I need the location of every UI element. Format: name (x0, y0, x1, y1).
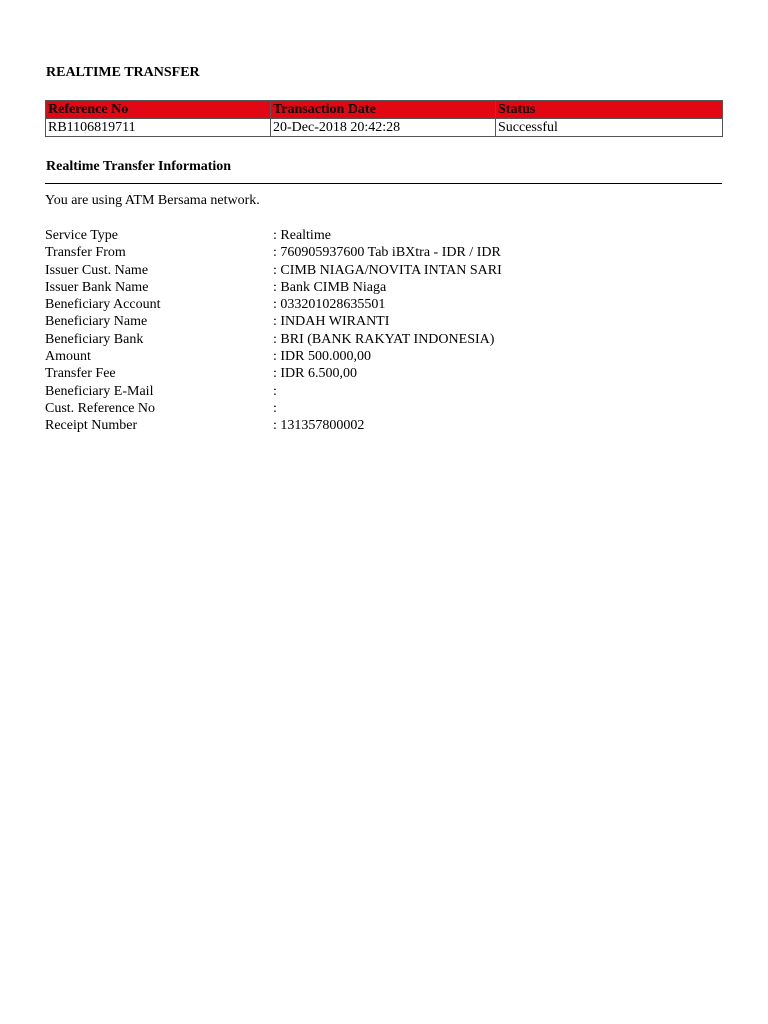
detail-row-beneficiary-email (45, 383, 502, 400)
detail-value: : Realtime (273, 228, 331, 243)
detail-value: : (273, 400, 277, 416)
detail-value: : BRI (BANK RAKYAT INDONESIA) (273, 331, 495, 347)
detail-value: : 760905937600 Tab iBXtra - IDR / IDR (273, 245, 501, 261)
detail-label: Beneficiary Name (45, 314, 148, 330)
detail-label: Amount (45, 349, 91, 365)
detail-label: Beneficiary Bank (45, 331, 144, 347)
detail-row-issuer-bank-name (45, 279, 502, 296)
detail-row-transfer-fee (45, 365, 502, 382)
detail-label: Transfer From (45, 245, 126, 261)
detail-row-beneficiary-bank (45, 331, 502, 348)
detail-value: : IDR 500.000,00 (273, 349, 371, 365)
status-cell: Successful (496, 119, 723, 137)
detail-label: Beneficiary Account (45, 297, 161, 313)
detail-value: : IDR 6.500,00 (273, 366, 357, 382)
detail-value: : Bank CIMB Niaga (273, 279, 387, 295)
detail-row-transfer-from (45, 244, 502, 261)
section-title: Realtime Transfer Information (46, 159, 232, 174)
transaction-summary-table (45, 100, 723, 137)
transfer-details-list (45, 227, 502, 435)
detail-label: Transfer Fee (45, 366, 116, 382)
detail-row-service-type (45, 227, 502, 244)
detail-label: Service Type (45, 228, 119, 243)
detail-row-cust-reference-no (45, 400, 502, 417)
table-header-row (46, 101, 723, 119)
detail-label: Receipt Number (45, 418, 138, 434)
column-header-status: Status (496, 101, 723, 119)
detail-value: : 033201028635501 (273, 297, 386, 313)
detail-label: Issuer Cust. Name (45, 262, 149, 278)
detail-label: Issuer Bank Name (45, 279, 149, 295)
detail-row-issuer-cust-name (45, 262, 502, 279)
detail-row-amount (45, 348, 502, 365)
reference-no-cell: RB1106819711 (46, 119, 271, 137)
transaction-date-cell: 20-Dec-2018 20:42:28 (271, 119, 496, 137)
table-row (46, 119, 723, 137)
detail-value: : 131357800002 (273, 418, 365, 434)
detail-value: : (273, 383, 277, 399)
column-header-reference-no: Reference No (46, 101, 271, 119)
section-divider (45, 183, 722, 184)
column-header-transaction-date: Transaction Date (271, 101, 496, 119)
detail-label: Beneficiary E-Mail (45, 383, 154, 399)
page-title: REALTIME TRANSFER (46, 65, 200, 80)
detail-value: : INDAH WIRANTI (273, 314, 390, 330)
detail-value: : CIMB NIAGA/NOVITA INTAN SARI (273, 262, 502, 278)
detail-row-beneficiary-name (45, 313, 502, 330)
detail-row-beneficiary-account (45, 296, 502, 313)
network-note: You are using ATM Bersama network. (45, 193, 260, 208)
detail-row-receipt-number (45, 417, 502, 434)
detail-label: Cust. Reference No (45, 400, 156, 416)
